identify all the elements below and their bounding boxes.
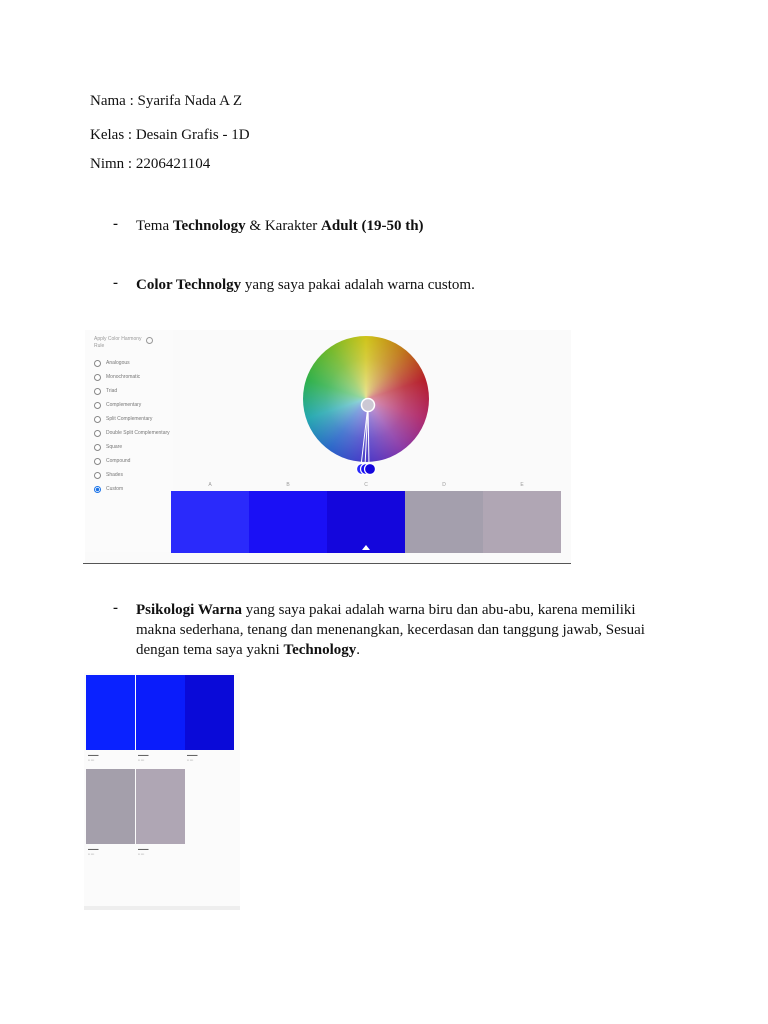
bullet-marker: - xyxy=(113,216,118,232)
harmony-rule-title: Apply Color Harmony Rule xyxy=(94,336,142,349)
harmony-rule-label: Monochromatic xyxy=(106,374,141,380)
palette-tile[interactable] xyxy=(136,675,185,762)
swatch-fill xyxy=(249,491,327,553)
tile-fill xyxy=(185,675,234,750)
tile-sub: ▪▪ ▪▪▪ xyxy=(88,852,95,856)
swatch-fill xyxy=(405,491,483,553)
color-heading: Color Technolgy xyxy=(136,277,242,293)
harmony-rule-label: Split Complementary xyxy=(106,416,153,422)
swatch-d[interactable] xyxy=(405,482,483,553)
base-color-handle[interactable] xyxy=(362,399,375,412)
swatch-label: B xyxy=(286,482,290,488)
swatch-fill xyxy=(483,491,561,553)
swatch-e[interactable] xyxy=(483,482,561,553)
text-run: yang saya pakai adalah warna custom. xyxy=(241,277,475,293)
palette-tile[interactable] xyxy=(86,675,135,762)
theme-name: Technology xyxy=(283,642,357,658)
palette-grid xyxy=(84,673,240,910)
swatch-c[interactable] xyxy=(327,482,405,553)
harmony-rule-label: Analogous xyxy=(106,360,130,366)
harmony-rule-label: Double Split Complementary xyxy=(106,430,170,436)
swatch-row xyxy=(171,482,561,553)
color-handle-c[interactable] xyxy=(365,464,376,475)
tile-hex: ▬▬▬ xyxy=(138,847,149,851)
text-run: . xyxy=(356,642,360,658)
bullet-marker: - xyxy=(113,275,118,291)
tile-fill xyxy=(136,675,185,750)
harmony-rule-label: Custom xyxy=(106,486,124,492)
psychology-paragraph xyxy=(136,600,676,660)
character-name: Adult (19-50 th) xyxy=(321,218,424,234)
swatch-label: C xyxy=(364,482,368,488)
color-paragraph xyxy=(136,275,676,295)
harmony-rule-label: Triad xyxy=(106,388,118,394)
student-class: Kelas : Desain Grafis - 1D xyxy=(90,127,250,143)
swatch-fill xyxy=(171,491,249,553)
text-run: & Karakter xyxy=(245,218,322,234)
tile-hex: ▬▬▬ xyxy=(88,753,99,757)
swatch-label: A xyxy=(208,482,212,488)
text-run: yang saya pakai adalah warna biru dan abu-abu, karena memiliki makna sederhana, tenang dan menenangkan, kecerdasan dan tanggung jawab, Sesuai dengan tema saya yakni xyxy=(136,602,645,658)
divider xyxy=(83,563,571,564)
swatch-fill xyxy=(327,491,405,553)
tile-hex: ▬▬▬ xyxy=(187,753,198,757)
handle-line xyxy=(368,405,369,466)
harmony-rule-label: Square xyxy=(106,444,123,450)
tile-sub: ▪▪ ▪▪▪ xyxy=(187,758,194,762)
tile-sub: ▪▪ ▪▪▪ xyxy=(138,852,145,856)
psychology-heading: Psikologi Warna xyxy=(136,602,242,618)
palette-tile[interactable] xyxy=(136,769,185,856)
palette-scrollbar[interactable] xyxy=(84,906,240,910)
swatch-b[interactable] xyxy=(249,482,327,553)
color-harmony-panel xyxy=(85,330,571,564)
student-name: Nama : Syarifa Nada A Z xyxy=(90,93,243,109)
tile-fill xyxy=(86,769,135,844)
tile-hex: ▬▬▬ xyxy=(88,847,99,851)
theme-paragraph xyxy=(136,216,676,236)
tile-hex: ▬▬▬ xyxy=(138,753,149,757)
tile-fill xyxy=(86,675,135,750)
tile-fill xyxy=(136,769,185,844)
bullet-marker: - xyxy=(113,600,118,616)
harmony-rule-label: Complementary xyxy=(106,402,142,408)
theme-name: Technology xyxy=(172,218,246,234)
palette-tile[interactable] xyxy=(86,769,135,856)
palette-tile[interactable] xyxy=(185,675,234,762)
swatch-a[interactable] xyxy=(171,482,249,553)
tile-sub: ▪▪ ▪▪▪ xyxy=(138,758,145,762)
text-run: Tema xyxy=(136,218,173,234)
active-swatch-marker-icon xyxy=(362,545,370,550)
student-nim: Nimn : 2206421104 xyxy=(90,156,211,172)
harmony-rule-label: Shades xyxy=(106,472,123,478)
tile-sub: ▪▪ ▪▪▪ xyxy=(88,758,95,762)
swatch-label: E xyxy=(520,482,524,488)
swatch-label: D xyxy=(442,482,446,488)
harmony-rule-label: Compound xyxy=(106,458,131,464)
